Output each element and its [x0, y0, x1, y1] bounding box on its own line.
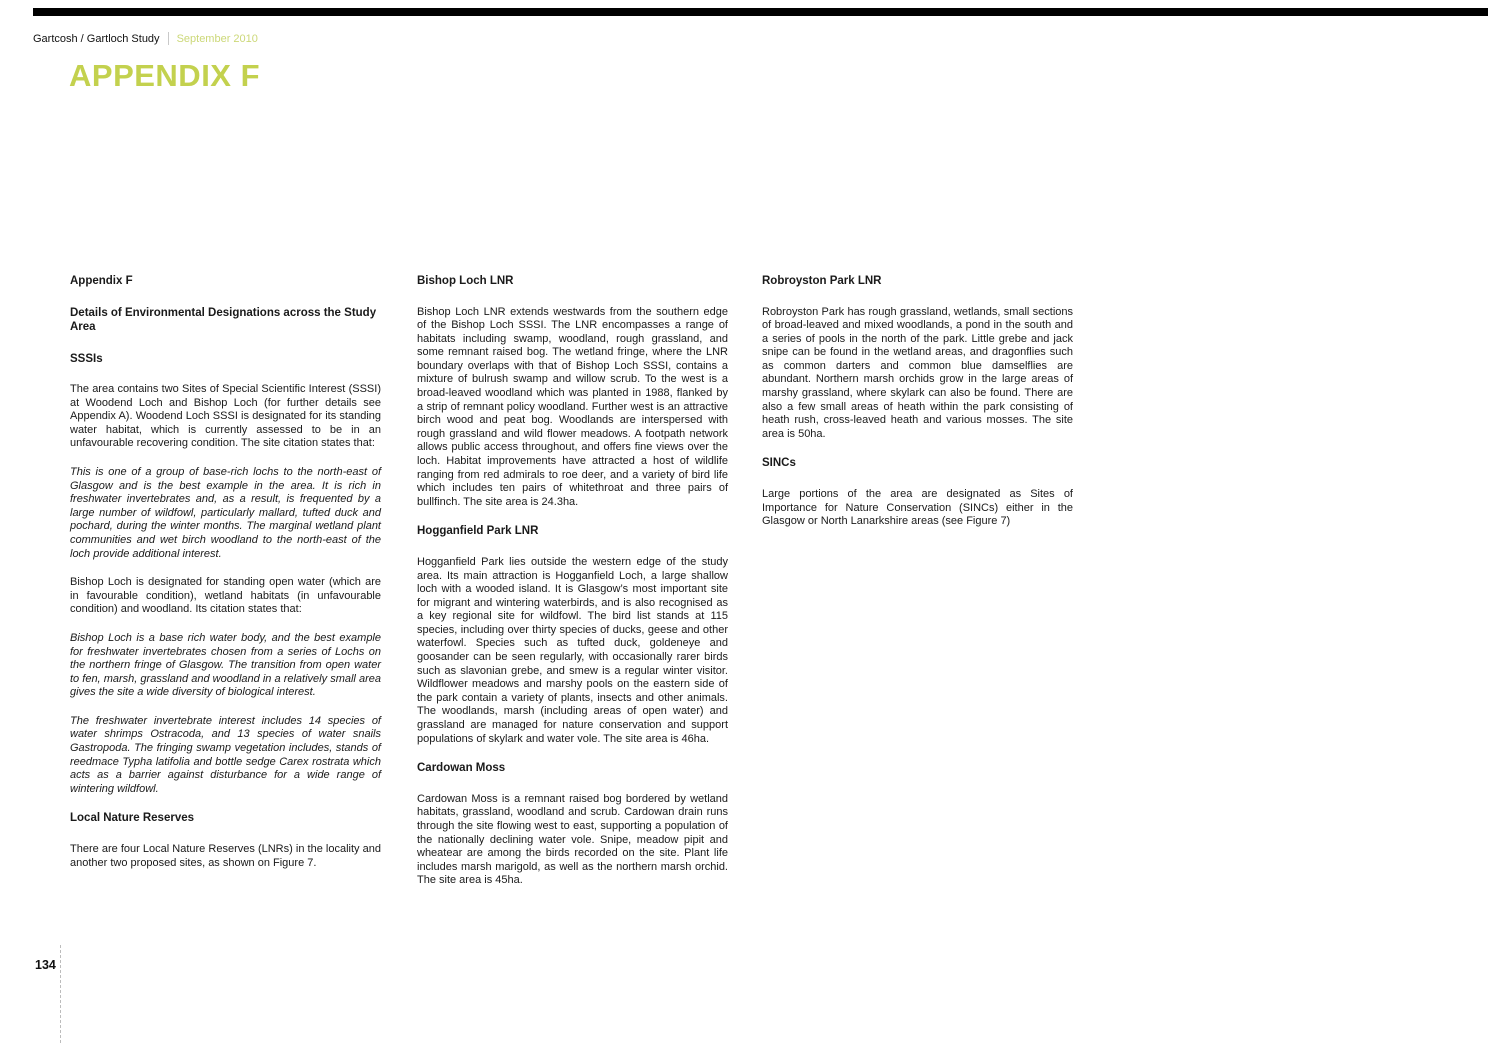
section-heading: Bishop Loch LNR	[417, 275, 514, 287]
body-paragraph: Bishop Loch LNR extends westwards from the southern edge of the Bishop Loch SSSI. The LNR encompasses a range of habitats including swamp, woodland, rough grassland, and some remnant raised bog. The wetland fringe, where the LNR boundary overlaps with that of Bishop Loch SSSI, contains a mixture of bulrush swamp and willow scrub. To the west is a broad-leaved woodland which was planted in 1988, flanked by a strip of remnant policy woodland. Further west is an attractive birch wood and peat bog. Woodlands are interspersed with rough grassland and wild flower meadows. A footpath network allows public access throughout, and offers fine views over the loch. Habitat improvements have attracted a host of wildlife ranging from red admirals to roe deer, and a variety of bird life which includes ten pairs of whitethroat and three pairs of bullfinch. The site area is 24.3ha.	[417, 305, 728, 508]
body-paragraph: Bishop Loch is a base rich water body, and the best example for freshwater invertebrates chosen from a series of Lochs on the northern fringe of Glasgow. The transition from open water to fen, marsh, grassland and woodland in a relatively small area gives the site a wide diversity of biological interest.	[70, 631, 381, 699]
header-date: September 2010	[176, 32, 258, 45]
body-paragraph: Cardowan Moss is a remnant raised bog bordered by wetland habitats, grassland, woodland and scrub. Cardowan drain runs through the site flowing west to east, supporting a population of the nationally declining water vole. Snipe, meadow pipit and wheatear are among the birds recorded on the site. Plant life includes marsh marigold, as well as the northern marsh orchid. The site area is 45ha.	[417, 792, 728, 887]
section-heading: SSSIs	[70, 352, 103, 365]
header-separator	[168, 32, 169, 45]
text-column-middle	[417, 268, 728, 903]
section-heading: Hogganfield Park LNR	[417, 525, 539, 538]
study-title: Gartcosh / Gartloch Study	[33, 32, 160, 45]
text-column-right	[762, 268, 1073, 544]
page-title: APPENDIX F	[69, 58, 261, 93]
body-paragraph: The freshwater invertebrate interest includes 14 species of water shrimps Ostracoda, and 13 species of water snails Gastropoda. The fringing swamp vegetation includes, stands of reedmace Typha latifolia and bottle sedge Carex rostrata which acts as a barrier against disturbance for a wide range of wintering wildfowl.	[70, 714, 381, 795]
body-paragraph: The area contains two Sites of Special Scientific Interest (SSSI) at Woodend Loch and Bishop Loch (for further details see Appendix A). Woodend Loch SSSI is designated for its standing water habitat, which is currently assessed to be in an unfavourable recovering condition. The site citation states that:	[70, 383, 381, 450]
body-paragraph: This is one of a group of base-rich lochs to the north-east of Glasgow and is the best example in the area. It is rich in freshwater invertebrates and, as a result, is frequented by a large number of wildfowl, particularly mallard, tufted duck and pochard, during the winter months. The marginal wetland plant communities and wet birch woodland to the north-east of the loch provide additional interest.	[70, 465, 381, 560]
body-paragraph: There are four Local Nature Reserves (LNRs) in the locality and another two proposed sites, as shown on Figure 7.	[70, 842, 381, 869]
section-heading: Local Nature Reserves	[70, 812, 195, 825]
section-heading: SINCs	[762, 457, 796, 470]
page-header	[33, 32, 258, 45]
section-heading: Details of Environmental Designations across the Study Area	[70, 306, 377, 333]
section-heading: Robroyston Park LNR	[762, 275, 882, 287]
footer-dashed-divider	[60, 945, 61, 1043]
page-number: 134	[35, 958, 56, 972]
top-rule-bar	[33, 8, 1488, 16]
body-paragraph: Bishop Loch is designated for standing open water (which are in favourable condition), wetland habitats (in unfavourable condition) and woodland. Its citation states that:	[70, 576, 381, 616]
body-paragraph: Large portions of the area are designated as Sites of Importance for Nature Conservation (SINCs) either in the Glasgow or North Lanarkshire areas (see Figure 7)	[762, 487, 1073, 528]
section-heading: Appendix F	[70, 275, 133, 287]
text-column-left	[70, 268, 381, 885]
section-heading: Cardowan Moss	[417, 762, 506, 775]
body-paragraph: Hogganfield Park lies outside the western edge of the study area. Its main attraction is Hogganfield Loch, a large shallow loch with a wooded island. It is Glasgow’s most important site for migrant and wintering waterbirds, and is also recognised as a key regional site for wildfowl. The bird list stands at 115 species, including over thirty species of ducks, geese and other waterfowl. Species such as tufted duck, goldeneye and goosander can be seen regularly, with occasionally rarer birds such as slavonian grebe, and smew is a regular winter visitor. Wildflower meadows and marshy pools on the eastern side of the park contain a variety of plants, insects and other animals. The woodlands, marsh (including areas of open water) and grassland are managed for nature conservation and support populations of skylark and water vole. The site area is 46ha.	[417, 555, 728, 745]
body-paragraph: Robroyston Park has rough grassland, wetlands, small sections of broad-leaved and mixed woodlands, a pond in the south and a series of pools in the north of the park. Little grebe and jack snipe can be found in the wetland areas, and dragonflies such as common darters and common blue damselflies are abundant. Northern marsh orchids grow in the large areas of marshy grassland, where skylark can also be found. There are also a few small areas of heath within the park consisting of heath rush, cross-leaved heath and various mosses. The site area is 50ha.	[762, 305, 1073, 440]
